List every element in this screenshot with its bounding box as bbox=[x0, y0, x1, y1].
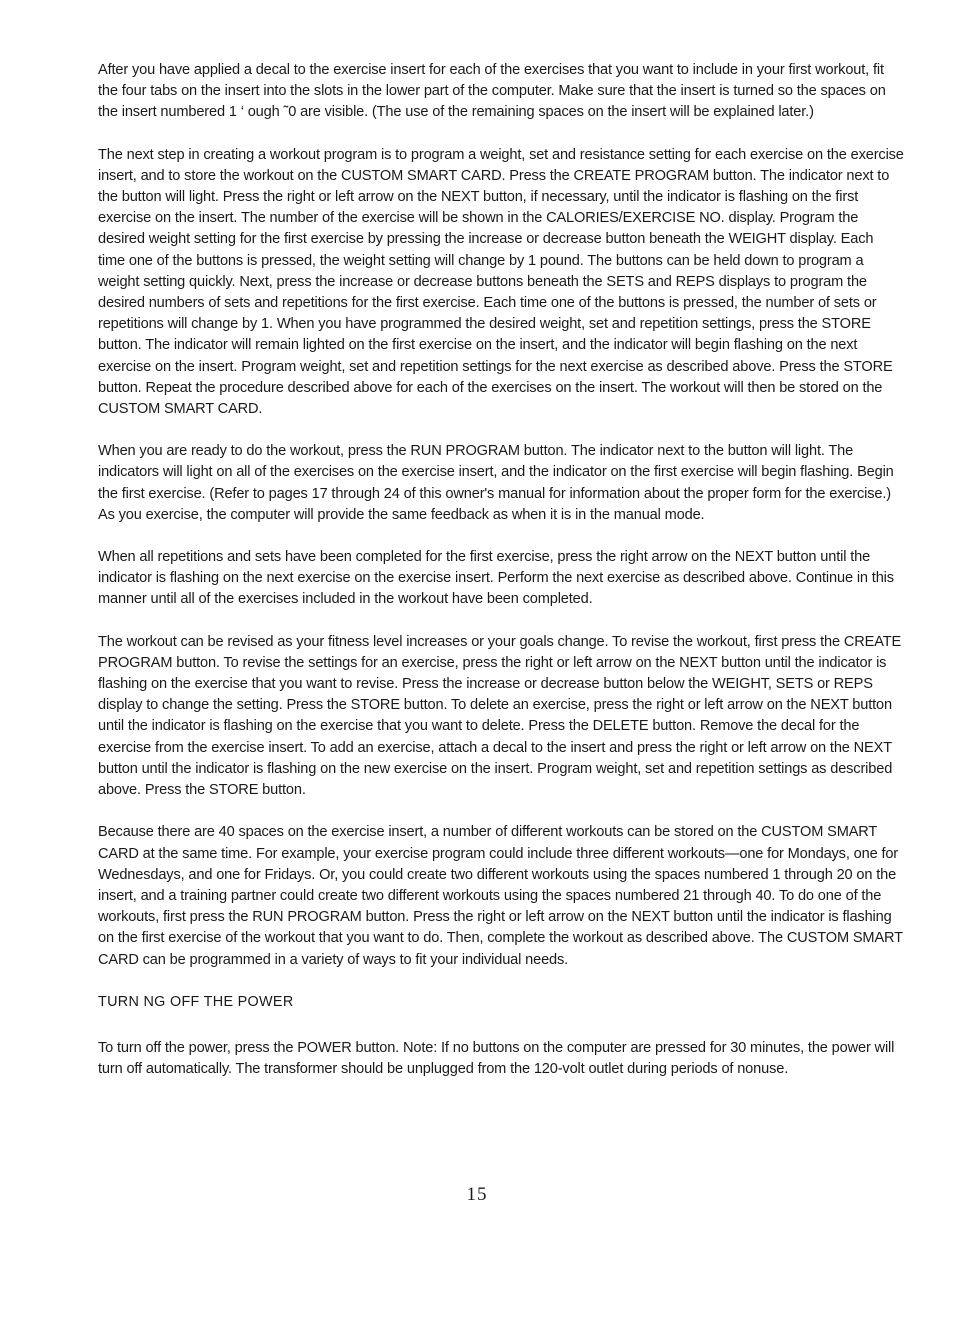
paragraph-multiple-workouts: Because there are 40 spaces on the exercise insert, a number of different workouts can be stored on the CUSTOM SMART CARD at the same time. For example, your exercise program could include three different workouts—one for Mondays, one for Wednesdays, and one for Fridays. Or, you could create two different workouts using the spaces numbered 1 through 20 on the insert, and a training partner could create two different workouts using the spaces numbered 21 through 40. To do one of the workouts, first press the RUN PROGRAM button. Press the right or left arrow on the NEXT button until the indicator is flashing on the first exercise of the workout that you want to do. Then, complete the workout as described above. The CUSTOM SMART CARD can be programmed in a variety of ways to fit your individual needs. bbox=[98, 824, 903, 968]
page-number: 15 bbox=[466, 1184, 488, 1205]
paragraph-completing-sets: When all repetitions and sets have been completed for the first exercise, press the right arrow on the NEXT button until the indicator is flashing on the next exercise on the exercise insert. Perform the next exercise as described above. Continue in this manner until all of the exercises included in the workout have been completed. bbox=[98, 549, 894, 608]
section-heading-power-off: TURN NG OFF THE POWER bbox=[98, 993, 294, 1010]
paragraph-running-workout: When you are ready to do the workout, press the RUN PROGRAM button. The indicator next to the button will light. The indicators will light on all of the exercises on the exercise insert, and the indicator on the first exercise will begin flashing. Begin the first exercise. (Refer to pages 17 through 24 of this owner's manual for information about the proper form for the exercise.) As you exercise, the computer will provide the same feedback as when it is in the manual mode. bbox=[98, 443, 894, 523]
document-body bbox=[98, 60, 904, 1101]
paragraph-creating-program: The next step in creating a workout program is to program a weight, set and resistance setting for each exercise on the exercise insert, and to store the workout on the CUSTOM SMART CARD. Press the CREATE PROGRAM button. The indicator next to the button will light. Press the right or left arrow on the NEXT button, if necessary, until the indicator is flashing on the first exercise on the insert. The number of the exercise will be shown in the CALORIES/EXERCISE NO. display. Program the desired weight setting for the first exercise by pressing the increase or decrease button beneath the WEIGHT display. Each time one of the buttons is pressed, the weight setting will change by 1 pound. The buttons can be held down to program a weight setting quickly. Next, press the increase or decrease buttons beneath the SETS and REPS displays to program the desired numbers of sets and repetitions for the first exercise. Each time one of the buttons is pressed, the number of sets or repetitions will change by 1. When you have programmed the desired weight, set and repetition settings, press the STORE button. The indicator will remain lighted on the first exercise on the insert, and the indicator will begin flashing on the next exercise on the insert. Program weight, set and repetition settings for the next exercise as described above. Press the STORE button. Repeat the procedure described above for each of the exercises on the insert. The workout will then be stored on the CUSTOM SMART CARD. bbox=[98, 146, 904, 418]
paragraph-power-off: To turn off the power, press the POWER button. Note: If no buttons on the computer are pressed for 30 minutes, the power will turn off automatically. The transformer should be unplugged from the 120-volt outlet during periods of nonuse. bbox=[98, 1039, 895, 1077]
paragraph-revising-workout: The workout can be revised as your fitness level increases or your goals change. To revise the workout, first press the CREATE PROGRAM button. To revise the settings for an exercise, press the right or left arrow on the NEXT button until the indicator is flashing on the exercise that you want to revise. Press the increase or decrease button below the WEIGHT, SETS or REPS display to change the setting. Press the STORE button. To delete an exercise, press the right or left arrow on the NEXT button until the indicator is flashing on the exercise that you want to delete. Press the DELETE button. Remove the decal for the exercise from the exercise insert. To add an exercise, attach a decal to the insert and press the right or left arrow on the NEXT button until the indicator is flashing on the new exercise on the insert. Program weight, set and repetition settings as described above. Press the STORE button. bbox=[98, 633, 902, 799]
paragraph-applying-decals: After you have applied a decal to the exercise insert for each of the exercises that you want to include in your first workout, fit the four tabs on the insert into the slots in the lower part of the computer. Make sure that the insert is turned so the spaces on the insert numbered 1 ‘ ough ˜0 are visible. (The use of the remaining spaces on the insert will be explained later.) bbox=[98, 62, 886, 121]
